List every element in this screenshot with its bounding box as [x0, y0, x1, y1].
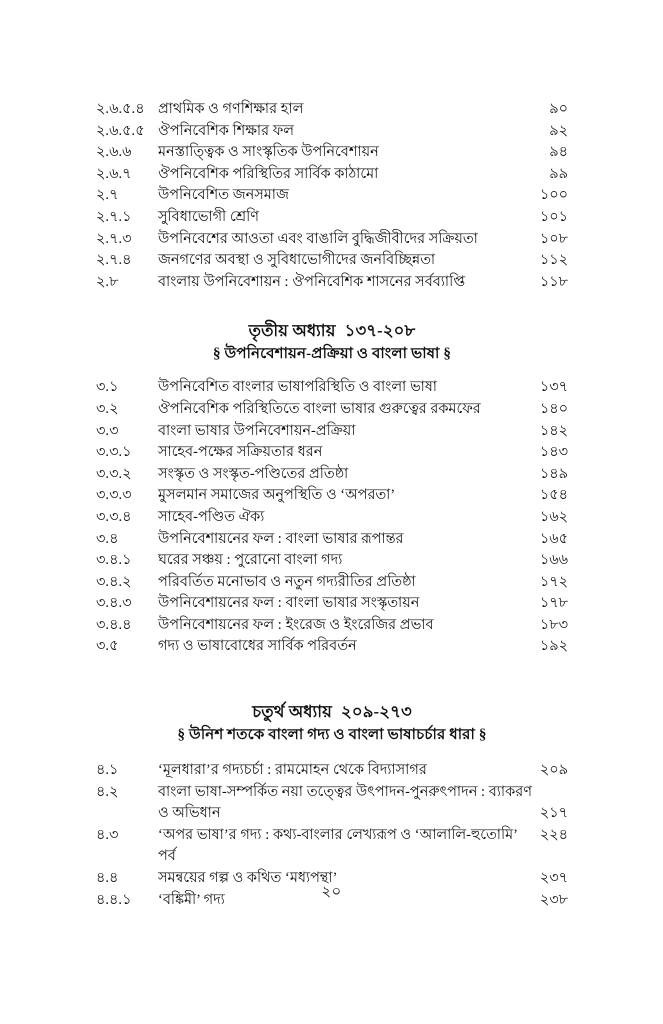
entry-page-number: ১৬৫ [539, 530, 568, 547]
entry-title: ঔপনিবেশিক শিক্ষার ফল [158, 122, 295, 139]
entry-title: উপনিবেশিত বাংলার ভাষাপরিস্থিতি ও বাংলা ভাষা [158, 379, 437, 396]
spacer [96, 746, 568, 760]
entry-number: ৩.৩.১ [96, 444, 132, 461]
entry-page-number: ১৪৯ [539, 465, 568, 482]
entry-page-number: ১৩৭ [539, 379, 568, 396]
entry-number: ২.৭.৪ [96, 252, 132, 269]
entry-number: ৩.৪ [96, 530, 119, 547]
entry-number: ২.৬.৭ [96, 165, 132, 182]
chapter-title-line [96, 700, 568, 724]
spacer [96, 293, 568, 319]
entry-title: মনস্তাত্ত্বিক ও সাংস্কৃতিক উপনিবেশায়ন [158, 144, 379, 161]
entry-title: বাংলায় উপনিবেশায়ন : ঔপনিবেশিক শাসনের সর্বব্যাপ্তি [158, 273, 466, 290]
toc-entry[interactable] [96, 399, 568, 421]
entry-page-number: ২২৪ [539, 826, 568, 843]
chapter-heading-3 [96, 319, 568, 365]
entry-page-number: ১৬৬ [539, 552, 568, 569]
entry-number: ২.৭ [96, 187, 119, 204]
entry-title: সাহেব-পক্ষের সক্রিয়তার ধরন [158, 444, 323, 461]
chapter-subtitle: § উনিশ শতকে বাংলা গদ্য ও বাংলা ভাষাচর্চার ধারা § [177, 727, 487, 744]
chapter3-entry-list [96, 377, 568, 658]
entry-number: ৩.৩.৪ [96, 508, 132, 525]
entry-title: গদ্য ও ভাষাবোধের সার্বিক পরিবর্তন [158, 638, 357, 655]
toc-entry[interactable] [96, 782, 568, 825]
entry-page-number: ২০৯ [539, 762, 568, 779]
entry-title: প্রাথমিক ও গণশিক্ষার হাল [158, 101, 304, 117]
entry-page-number: ১৪০ [539, 400, 568, 417]
entry-number: ৪.১ [96, 762, 119, 779]
entry-number: ৩.৪.১ [96, 552, 132, 569]
toc-entry[interactable] [96, 572, 568, 594]
entry-title: উপনিবেশায়নের ফল : বাংলা ভাষার সংস্কৃতায়ন [158, 595, 420, 612]
toc-entry[interactable] [96, 507, 568, 529]
toc-entry[interactable] [96, 464, 568, 486]
entry-title: বাংলা ভাষার উপনিবেশায়ন-প্রক্রিয়া [158, 422, 356, 439]
entry-number: ৩.১ [96, 379, 119, 396]
spacer [96, 658, 568, 700]
toc-entry[interactable] [96, 99, 568, 121]
entry-title: সংস্কৃত ও সংস্কৃত-পণ্ডিতের প্রতিষ্ঠা [158, 465, 349, 482]
entry-title: পরিবর্তিত মনোভাব ও নতুন গদ্যরীতির প্রতিষ্ঠা [158, 573, 416, 590]
entry-page-number: ৯২ [549, 122, 568, 139]
entry-line-first [96, 782, 568, 804]
entry-page-number: ৯০ [549, 101, 568, 117]
entry-number: ৩.৫ [96, 638, 119, 655]
entry-number: ৪.৪.১ [96, 891, 132, 908]
entry-page-number: ১৭২ [539, 573, 568, 590]
entry-number: ২.৮ [96, 273, 119, 290]
toc-entry[interactable] [96, 442, 568, 464]
entry-number: ৩.২ [96, 400, 119, 417]
entry-title: ‘বঙ্কিমী’ গদ্য [158, 891, 225, 908]
entry-number: ৩.৪.২ [96, 573, 132, 590]
entry-number: ৩.৩ [96, 422, 119, 439]
entry-number: ২.৭.১ [96, 208, 132, 225]
toc-entry[interactable] [96, 229, 568, 251]
entry-number: ৪.২ [96, 783, 119, 800]
entry-page-number: ১৬২ [539, 508, 568, 525]
chapter-subtitle: § উপনিবেশায়ন-প্রক্রিয়া ও বাংলা ভাষা § [212, 346, 452, 363]
entry-title: সমন্বয়ের গল্প ও কথিত ‘মধ্যপন্থা’ [158, 870, 338, 887]
toc-entry[interactable] [96, 593, 568, 615]
entry-page-number: ১০৮ [539, 230, 568, 247]
entry-number: ৪.৪ [96, 870, 119, 887]
entry-title: ঔপনিবেশিক পরিস্থিতির সার্বিক কাঠামো [158, 165, 379, 182]
entry-number: ২.৭.৩ [96, 230, 132, 247]
chapter-title: তৃতীয় অধ্যায় [248, 321, 336, 341]
entry-page-number: ২৩৮ [539, 891, 568, 908]
entry-page-number: ১৪৩ [539, 444, 568, 461]
entry-number: ২.৬.৬ [96, 144, 132, 161]
toc-entry[interactable] [96, 250, 568, 272]
entry-page-number: ৯৯ [549, 165, 568, 182]
entry-title: ঘরের সঞ্চয় : পুরোনো বাংলা গদ্য [158, 552, 343, 569]
entry-number: ৩.৪.৩ [96, 595, 132, 612]
entry-page-number: ১৪২ [539, 422, 568, 439]
entry-number: ৪.৩ [96, 826, 119, 843]
toc-entry[interactable] [96, 121, 568, 143]
entry-title: ঔপনিবেশিক পরিস্থিতিতে বাংলা ভাষার গুরুত্বের রকমফের [158, 400, 481, 417]
entry-page-number: ১১২ [539, 252, 568, 269]
folio-page-number: ২০ [321, 884, 342, 900]
chapter-title-line [96, 319, 568, 343]
entry-page-number: ২৩৭ [539, 870, 568, 887]
entry-title: ‘মূলধারা’র গদ্যচর্চা : রামমোহন থেকে বিদ্যাসাগর [158, 762, 427, 779]
chapter-heading-4 [96, 700, 568, 746]
entry-title: উপনিবেশিত জনসমাজ [158, 187, 289, 204]
toc-entry[interactable] [96, 615, 568, 637]
chapter-page-range: ২০৯-২৭৩ [341, 702, 412, 722]
entry-page-number: ১১৮ [539, 273, 568, 290]
entry-number: ২.৬.৫.৫ [96, 122, 145, 139]
toc-entry[interactable] [96, 207, 568, 229]
entry-page-number: ১০০ [539, 187, 568, 204]
toc-entry[interactable] [96, 760, 568, 782]
toc-entry[interactable] [96, 272, 568, 294]
toc-entry[interactable] [96, 550, 568, 572]
toc-entry[interactable] [96, 529, 568, 551]
chapter2-entry-list [96, 99, 568, 293]
entry-page-number: ১০১ [539, 208, 568, 225]
entry-title: ‘অপর ভাষা’র গদ্য : কথ্য-বাংলার লেখ্যরূপ ও ‘আলালি-হুতোমি’ পর্ব [158, 826, 518, 865]
toc-entry[interactable] [96, 825, 568, 868]
entry-title-continued: ও অভিধান [158, 805, 221, 822]
toc-entry[interactable] [96, 485, 568, 507]
entry-title: উপনিবেশের আওতা এবং বাঙালি বুদ্ধিজীবীদের সক্রিয়তা [158, 230, 478, 247]
entry-title: সাহেব-পণ্ডিত ঐক্য [158, 508, 265, 525]
toc-entry[interactable] [96, 636, 568, 658]
entry-page-number: ১৮৩ [539, 616, 568, 633]
entry-line-second [96, 803, 568, 825]
toc-body [96, 99, 568, 911]
toc-entry[interactable] [96, 185, 568, 207]
entry-page-number: ১৫৪ [539, 487, 568, 504]
entry-page-number: ২১৭ [539, 805, 568, 822]
chapter-title: চতুর্থ অধ্যায় [252, 702, 333, 722]
toc-entry[interactable] [96, 421, 568, 443]
entry-title: মুসলমান সমাজের অনুপস্থিতি ও ‘অপরতা’ [158, 487, 396, 504]
entry-title: জনগণের অবস্থা ও সুবিধাভোগীদের জনবিচ্ছিন্নতা [158, 252, 436, 269]
entry-number: ২.৬.৫.৪ [96, 101, 145, 117]
entry-page-number: ১৭৮ [539, 595, 568, 612]
entry-title: সুবিধাভোগী শ্রেণি [158, 208, 259, 225]
entry-title: উপনিবেশায়নের ফল : ইংরেজ ও ইংরেজির প্রভাব [158, 616, 434, 633]
chapter-page-range: ১৩৭-২০৮ [344, 321, 416, 341]
entry-number: ৩.৩.৩ [96, 487, 132, 504]
spacer [96, 365, 568, 377]
entry-title: বাংলা ভাষা-সম্পর্কিত নয়া তত্ত্বের উৎপাদন-পুনরুৎপাদন : ব্যাকরণ [158, 783, 532, 800]
entry-page-number: ৯৪ [549, 144, 568, 161]
toc-entry[interactable] [96, 142, 568, 164]
entry-number: ৩.৩.২ [96, 465, 132, 482]
toc-entry[interactable] [96, 164, 568, 186]
toc-entry[interactable] [96, 377, 568, 399]
entry-title: উপনিবেশায়নের ফল : বাংলা ভাষার রূপান্তর [158, 530, 404, 547]
entry-number: ৩.৪.৪ [96, 616, 132, 633]
entry-page-number: ১৯২ [539, 638, 568, 655]
